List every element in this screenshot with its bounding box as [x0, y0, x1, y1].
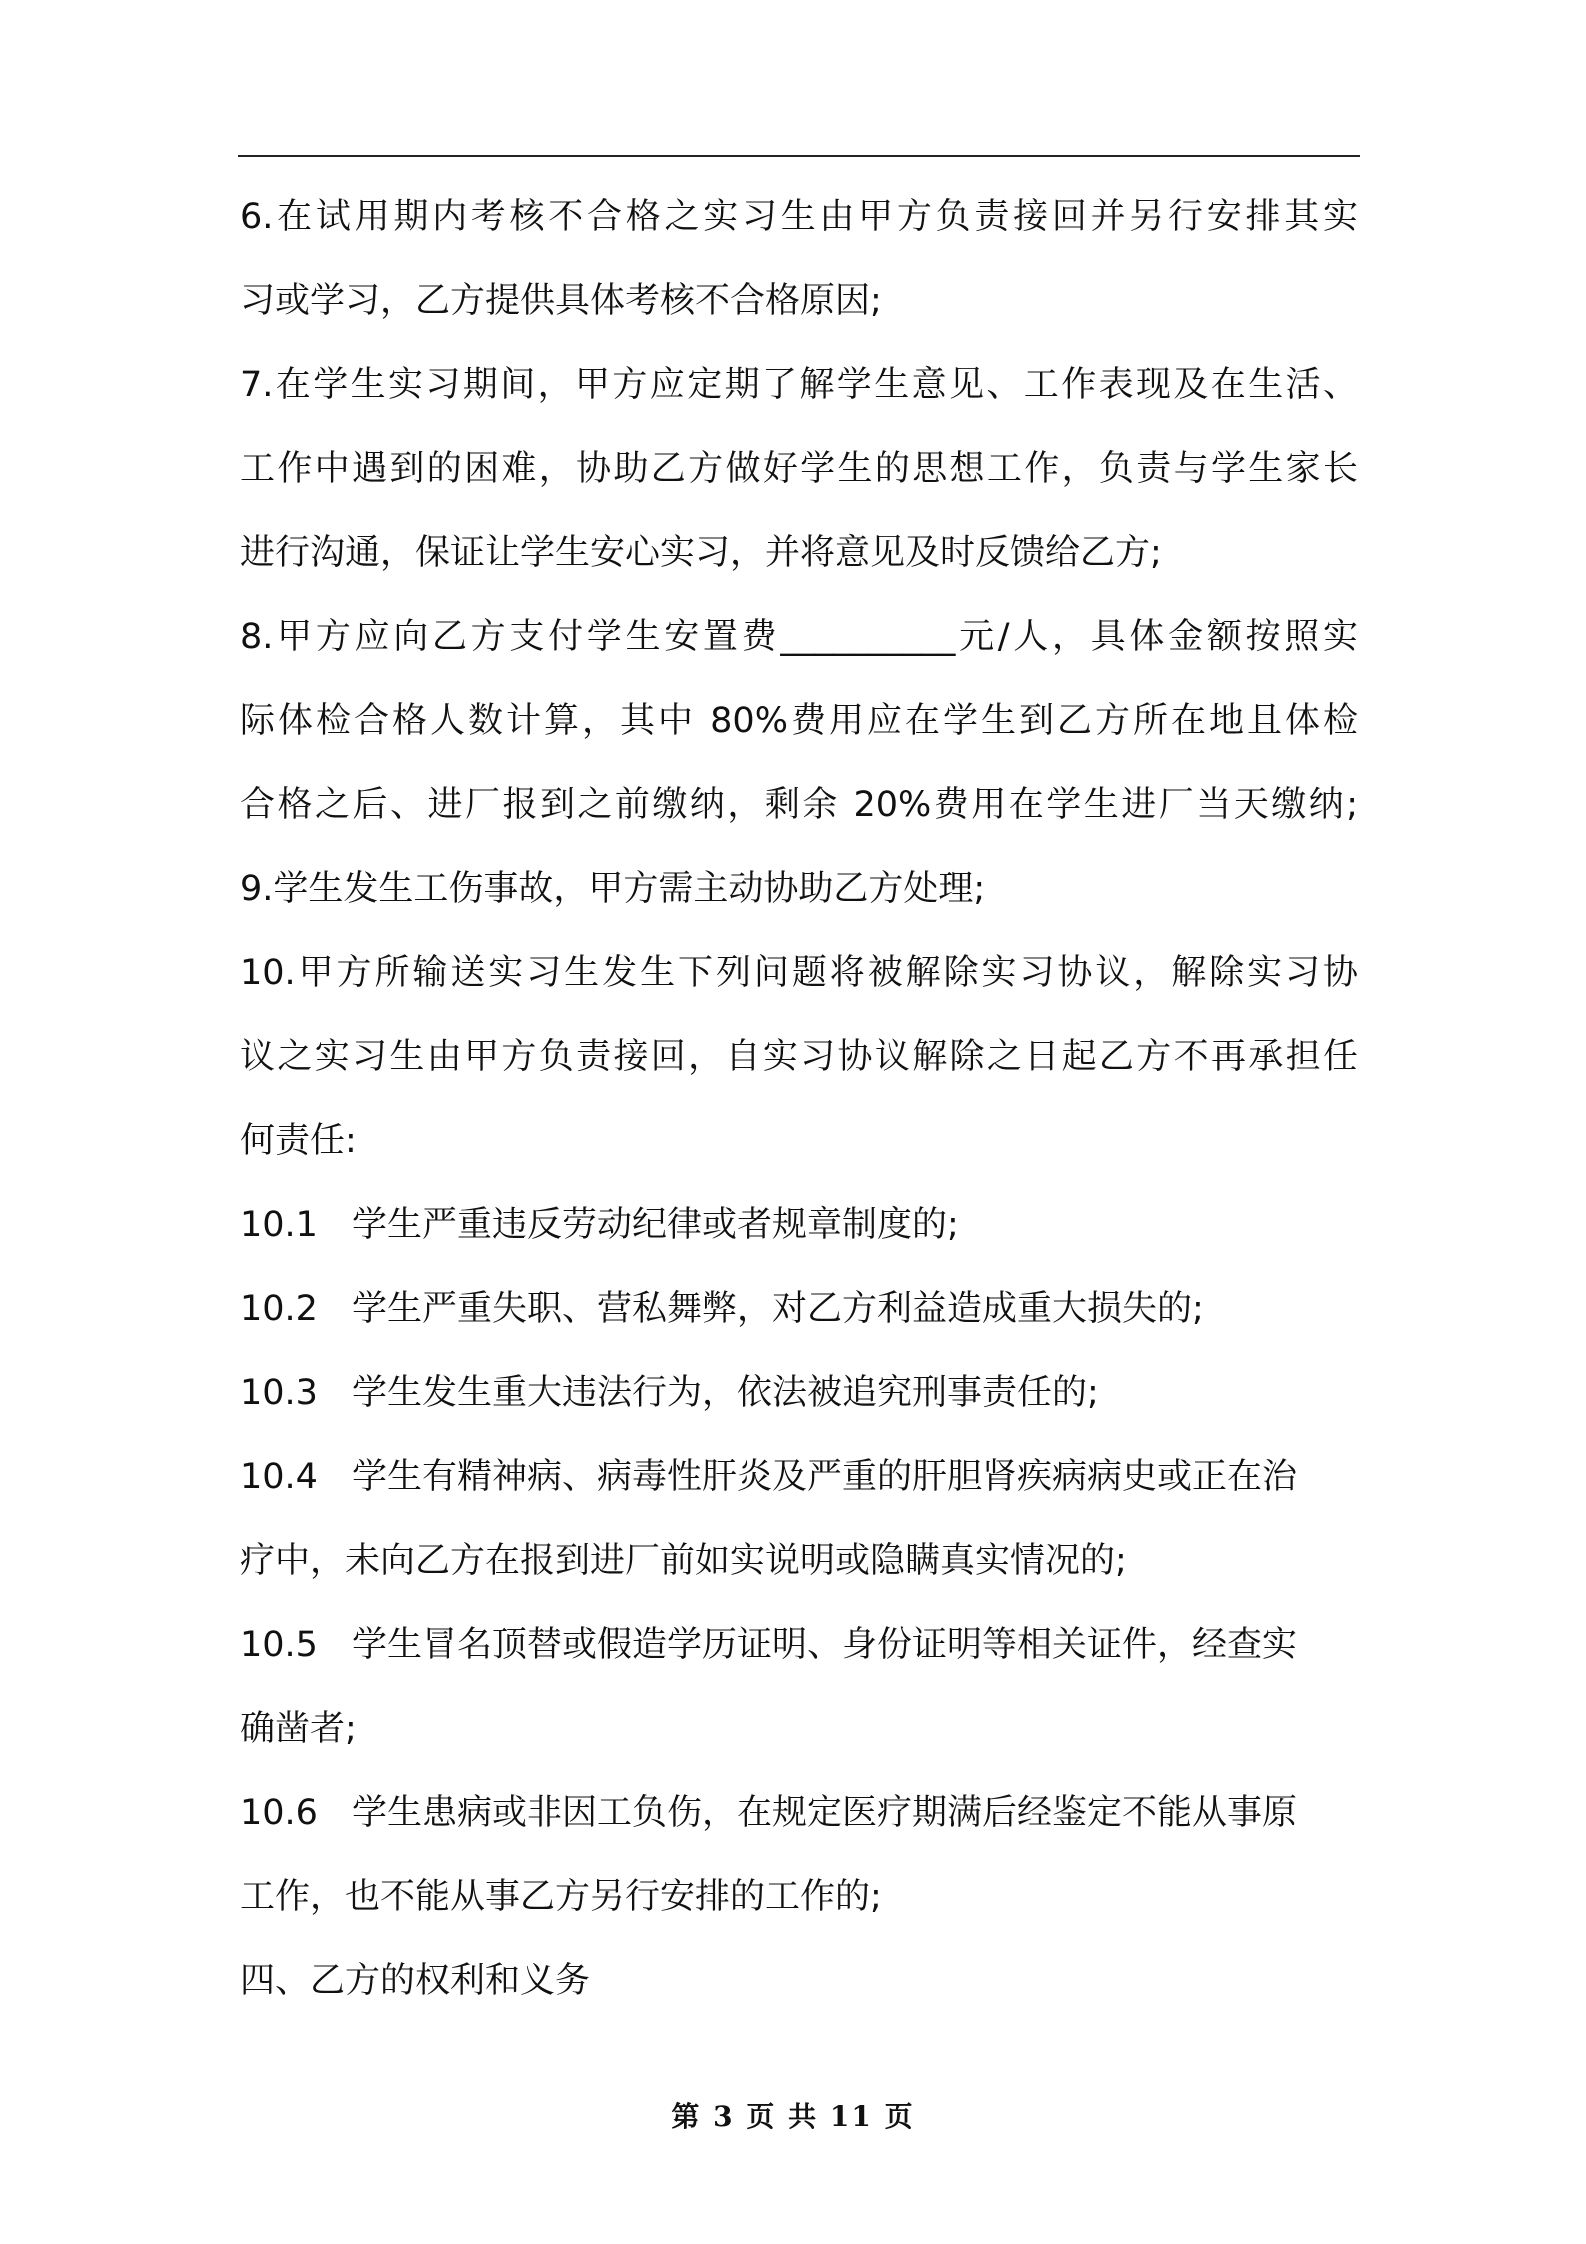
list-item-number: 10.2: [240, 1289, 318, 1329]
paragraph-line: 何责任:: [240, 1121, 357, 1161]
list-item-continuation: 疗中，未向乙方在报到进厂前如实说明或隐瞒真实情况的;: [240, 1541, 1127, 1581]
list-item-continuation: 工作，也不能从事乙方另行安排的工作的;: [240, 1877, 882, 1917]
list-item-text: 学生患病或非因工负伤，在规定医疗期满后经鉴定不能从事原: [352, 1793, 1298, 1833]
paragraph-line: 议之实习生由甲方负责接回，自实习协议解除之日起乙方不再承担任: [240, 1037, 1358, 1077]
list-item-text: 学生严重失职、营私舞弊，对乙方利益造成重大损失的;: [352, 1289, 1204, 1329]
header-rule: [238, 155, 1360, 157]
section-heading: 四、乙方的权利和义务: [240, 1961, 591, 2001]
list-item-text: 学生冒名顶替或假造学历证明、身份证明等相关证件，经查实: [352, 1625, 1298, 1665]
paragraph-line: 合格之后、进厂报到之前缴纳，剩余 20%费用在学生进厂当天缴纳;: [240, 785, 1358, 825]
list-item-number: 10.5: [240, 1625, 318, 1665]
list-item-number: 10.3: [240, 1373, 318, 1413]
list-item-text: 学生发生重大违法行为，依法被追究刑事责任的;: [352, 1373, 1099, 1413]
paragraph-line: 际体检合格人数计算，其中 80%费用应在学生到乙方所在地且体检: [240, 701, 1358, 741]
list-item-text: 学生有精神病、病毒性肝炎及严重的肝胆肾疾病病史或正在治: [352, 1457, 1298, 1497]
list-item: [240, 1267, 1358, 1351]
list-item-number: 10.1: [240, 1205, 318, 1245]
paragraph-line: 6.在试用期内考核不合格之实习生由甲方负责接回并另行安排其实: [240, 197, 1358, 237]
list-item-number: 10.4: [240, 1457, 318, 1497]
paragraph-line: 工作中遇到的困难，协助乙方做好学生的思想工作，负责与学生家长: [240, 449, 1358, 489]
list-item: [240, 1183, 1358, 1267]
list-item: [240, 1603, 1358, 1687]
list-item: [240, 1351, 1358, 1435]
paragraph-line: 7.在学生实习期间，甲方应定期了解学生意见、工作表现及在生活、: [240, 365, 1358, 405]
list-item: [240, 1771, 1358, 1855]
paragraph-line: 10.甲方所输送实习生发生下列问题将被解除实习协议，解除实习协: [240, 953, 1358, 993]
list-item-number: 10.6: [240, 1793, 318, 1833]
document-body: [240, 175, 1358, 2023]
page-number-footer: 第 3 页 共 11 页: [671, 2100, 915, 2133]
paragraph-line: 进行沟通，保证让学生安心实习，并将意见及时反馈给乙方;: [240, 533, 1162, 573]
paragraph-line: 习或学习，乙方提供具体考核不合格原因;: [240, 281, 882, 321]
list-item-continuation: 确凿者;: [240, 1709, 357, 1749]
paragraph-line: 8.甲方应向乙方支付学生安置费__________元/人，具体金额按照实: [240, 617, 1358, 657]
list-item: [240, 1435, 1358, 1519]
paragraph-line: 9.学生发生工伤事故，甲方需主动协助乙方处理;: [240, 869, 986, 909]
list-item-text: 学生严重违反劳动纪律或者规章制度的;: [352, 1205, 959, 1245]
